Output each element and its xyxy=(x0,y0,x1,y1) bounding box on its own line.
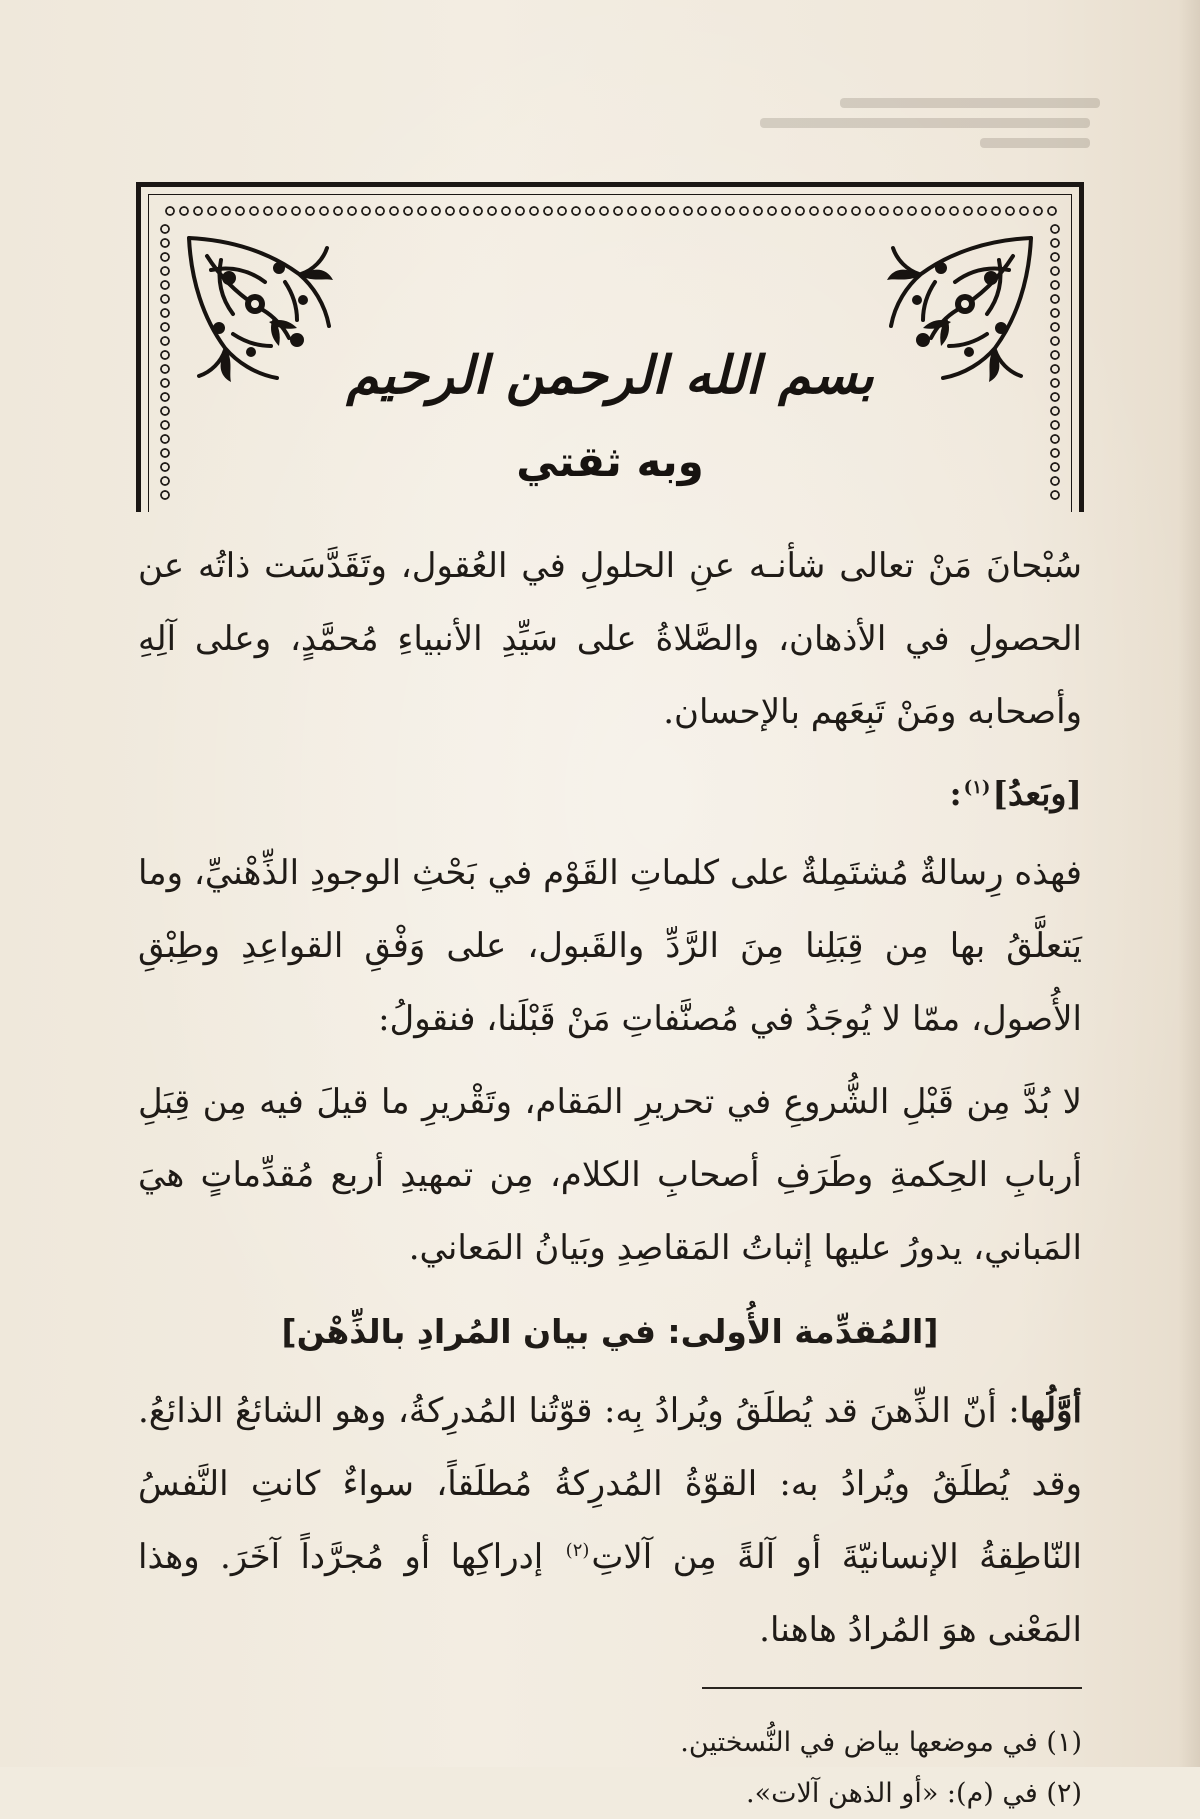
paragraph-first-premise xyxy=(138,1375,1082,1667)
footnote-ref-1: (١) xyxy=(963,777,991,798)
paragraph-muqaddimat: لا بُدَّ مِن قَبْلِ الشُّروعِ في تحريرِ المَقام، وتَقْريرِ ما قيلَ فيه مِن قِبَلِ أربابِ الحِكمةِ وطَرَفِ أصحابِ الكلام، مِن تمهيدِ أربع مُقدِّماتٍ هيَ المَباني، يدورُ عليها إثباتُ المَقاصِدِ وبَيانُ المَعاني. xyxy=(138,1082,1082,1268)
wabad-colon: : xyxy=(949,774,962,813)
paragraph-first-premise-text: : أنّ الذِّهنَ قد يُطلَقُ ويُرادُ بِه: قوّتُنا المُدرِكةُ، وهو الشائعُ الذائعُ. وقد يُطلَقُ ويُرادُ به: القوّةُ المُدرِكةُ مُطلَقاً، سواءٌ كانتِ النَّفسُ النّاطِقةُ الإنسانيّةَ أو آلةً مِن آلاتِ xyxy=(138,1391,1083,1577)
wabad-heading xyxy=(138,759,1082,829)
chain-border-top xyxy=(163,204,1057,218)
paragraph-intro: سُبْحانَ مَنْ تعالى شأنـه عنِ الحلولِ في العُقول، وتَقَدَّسَت ذاتُه عن الحصولِ في الأذهان، والصَّلاةُ على سَيِّدِ الأنبياءِ مُحمَّدٍ، وعلى آلِهِ وأصحابه ومَنْ تَبِعَهم بالإحسان. xyxy=(138,546,1082,732)
lead-word: أوَّلُها xyxy=(1019,1391,1082,1431)
ornamental-title-frame xyxy=(136,182,1084,512)
footnote-1: (١) في موضعها بياض في النُّسختين. xyxy=(680,1726,1082,1758)
subtitle: وبه ثقتي xyxy=(516,437,704,486)
paragraph-first-premise-end: إدراكِها أو مُجرَّداً آخَرَ. وهذا المَعْنى هوَ المُرادُ هاهنا. xyxy=(138,1537,1082,1650)
main-text xyxy=(138,530,1082,1819)
bleedthrough-header xyxy=(720,88,1110,150)
footnote-ref-2: (٢) xyxy=(565,1539,590,1561)
footnotes xyxy=(138,1717,1082,1819)
paragraph-risala: فهذه رِسالةٌ مُشتَمِلةٌ على كلماتِ القَوْم في بَحْثِ الوجودِ الذِّهْنيِّ، وما يَتعلَّقُ بها مِن قِبَلِنا مِنَ الرَّدِّ والقَبول، على وَفْقِ القواعِدِ وطِبْقِ الأُصول، ممّا لا يُوجَدُ في مُصنَّفاتِ مَنْ قَبْلَنا، فنقولُ: xyxy=(138,853,1082,1039)
footnote-rule xyxy=(702,1687,1082,1689)
page-edge-shadow xyxy=(1178,0,1200,1767)
section-title: [المُقدِّمة الأُولى: في بيان المُرادِ بالذِّهْن] xyxy=(281,1312,939,1351)
basmala-title: بسم الله الرحمن الرحيم xyxy=(346,345,874,406)
footnote-2: (٢) في (م): «أو الذهن آلات». xyxy=(746,1777,1082,1809)
wabad-label: [وبَعدُ] xyxy=(992,774,1082,813)
